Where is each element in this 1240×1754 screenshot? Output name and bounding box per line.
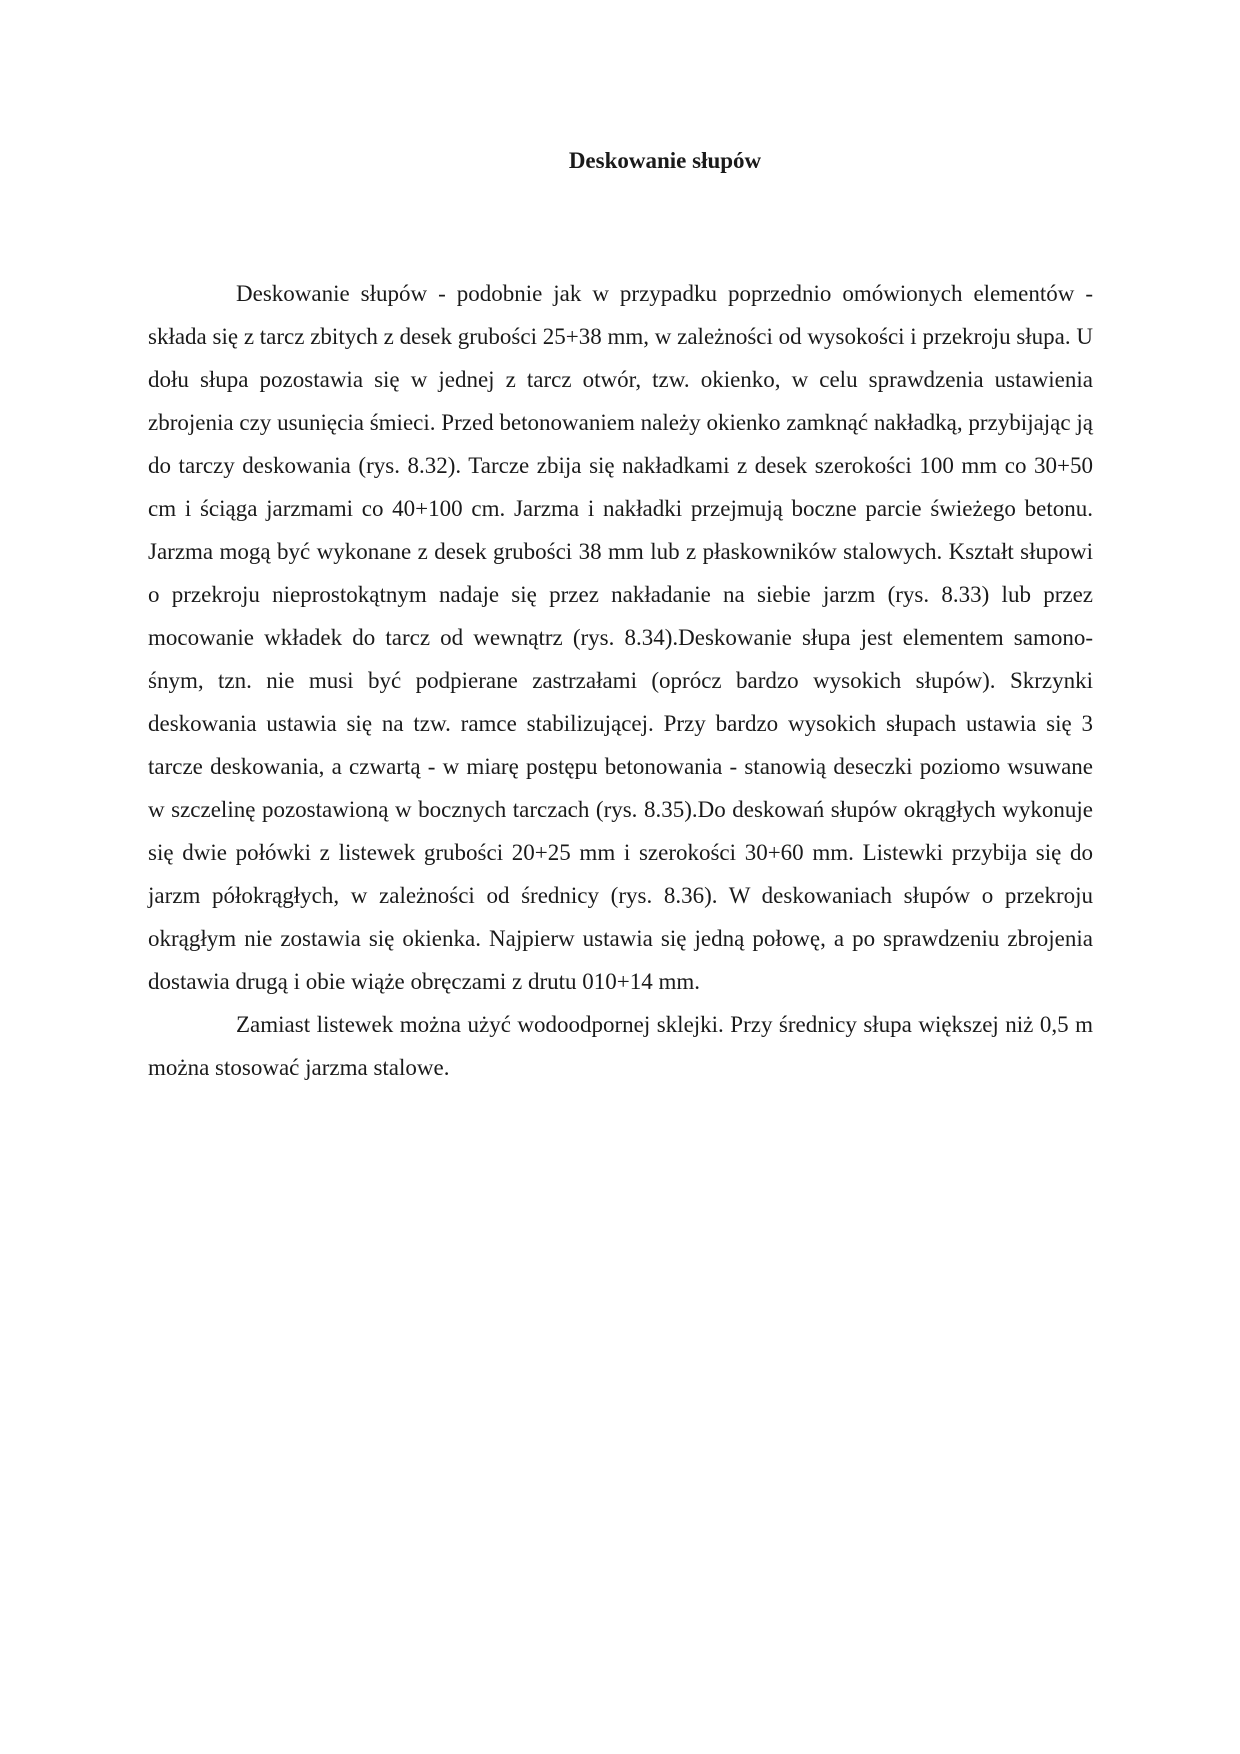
paragraph: Zamiast listewek można użyć wodoodpornej sklejki. Przy średnicy słupa większej niż 0,5 m można stosować jarzma stalowe. [148, 1012, 1093, 1080]
paragraph: Deskowanie słupów - podobnie jak w przypadku poprzednio omówionych elementów -składa się z tarcz zbitych z desek grubości 25+38 mm, w zależności od wysokości i przekroju słupa. U dołu słupa pozostawia się w jednej z tarcz otwór, tzw. okienko, w celu sprawdzenia ustawienia zbrojenia czy usunięcia śmieci. Przed betonowaniem należy okienko zamknąć nakładką, przybijając ją do tarczy deskowania (rys. 8.32). Tarcze zbija się nakładkami z desek szerokości 100 mm co 30+50 cm i ściąga jarzmami co 40+100 cm. Jarzma i nakładki przejmują boczne parcie świeżego betonu. Jarzma mogą być wykonane z desek grubości 38 mm lub z płaskowników stalowych. Kształt słupowi o przekroju nieprostokątnym nadaje się przez nakładanie na siebie jarzm (rys. 8.33) lub przez mocowanie wkładek do tarcz od wewnątrz (rys. 8.34).Deskowanie słupa jest elementem samono-śnym, tzn. nie musi być podpierane zastrzałami (oprócz bardzo wysokich słupów). Skrzynki deskowania ustawia się na tzw. ramce stabilizującej. Przy bardzo wysokich słupach ustawia się 3 tarcze deskowania, a czwartą - w miarę postępu betonowania - stanowią deseczki poziomo wsuwane w szczelinę pozostawioną w bocznych tarczach (rys. 8.35).Do deskowań słupów okrągłych wykonuje się dwie połówki z listewek grubości 20+25 mm i szerokości 30+60 mm. Listewki przybija się do jarzm półokrągłych, w zależności od średnicy (rys. 8.36). W deskowaniach słupów o przekroju okrągłym nie zostawia się okienka. Najpierw ustawia się jedną połowę, a po sprawdzeniu zbrojenia dostawia drugą i obie wiąże obręczami z drutu 010+14 mm. [148, 281, 1093, 994]
document-body [148, 272, 1093, 1089]
document-title: Deskowanie słupów [568, 148, 762, 173]
